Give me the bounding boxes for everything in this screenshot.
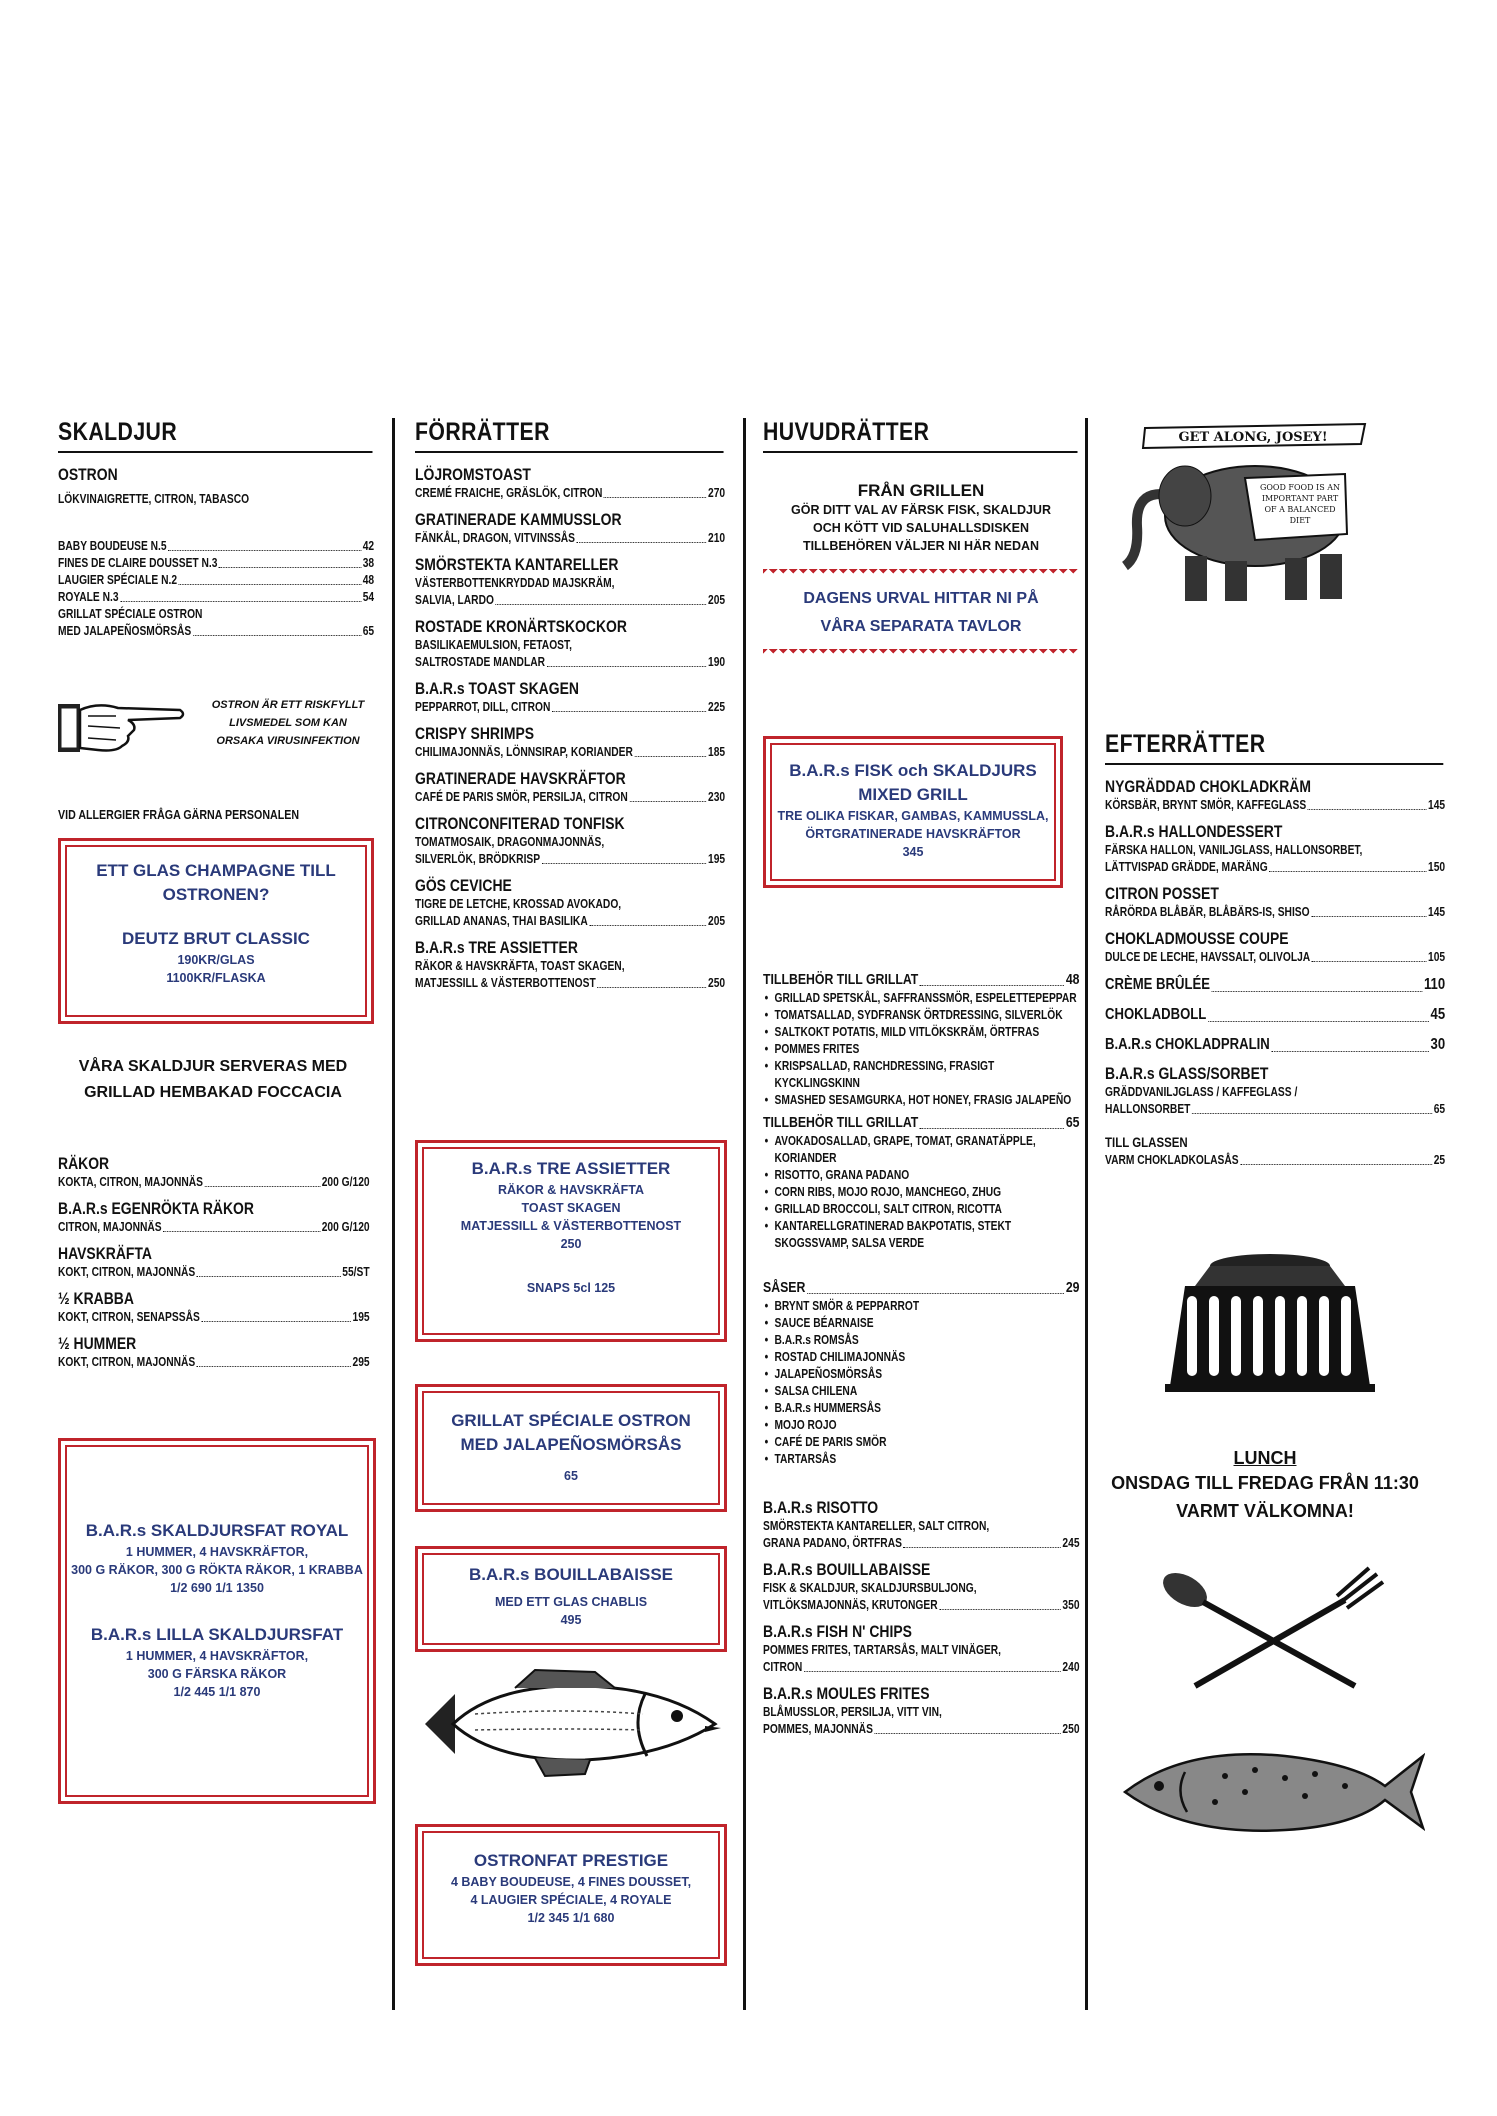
efterratter-column xyxy=(1105,418,1446,1521)
champagne-name: DEUTZ BRUT CLASSIC xyxy=(122,929,310,948)
grillat-ostron-title: GRILLAT SPÉCIALE OSTRON MED JALAPEÑOSMÖRSÅS xyxy=(451,1411,691,1454)
list-item: • SMASHED SESAMGURKA, HOT HONEY, FRASIG JALAPEÑO xyxy=(763,1092,1080,1109)
menu-item xyxy=(415,510,725,547)
sauces-list xyxy=(763,1298,1080,1468)
spoon-fork-illustration xyxy=(1155,1566,1395,1696)
item-name: B.A.R.s MOULES FRITES xyxy=(763,1684,930,1703)
foccacia-note: VÅRA SKALDJUR SERVERAS MED GRILLAD HEMBAKAD FOCCACIA xyxy=(78,1058,348,1101)
sides-header: TILLBEHÖR TILL GRILLAT 65 xyxy=(763,1114,1080,1131)
skaldjur-column xyxy=(58,418,375,1699)
item-row: KOKTA, CITRON, MAJONNÄS 200 G/120 xyxy=(58,1175,370,1189)
lilla-title: B.A.R.s LILLA SKALDJURSFAT xyxy=(90,1625,344,1644)
royal-price: 1/2 690 1/1 1350 xyxy=(170,1581,264,1595)
item-row: CITRON, MAJONNÄS 200 G/120 xyxy=(58,1220,370,1234)
item-name: SMÖRSTEKTA KANTARELLER xyxy=(415,555,619,574)
item-row: DULCE DE LECHE, HAVSSALT, OLIVOLJA 105 xyxy=(1105,950,1446,964)
list-item: • TARTARSÅS xyxy=(763,1451,1080,1468)
menu-item xyxy=(763,1622,1080,1676)
forratter-column xyxy=(415,418,726,1925)
oyster-row: MED JALAPEÑOSMÖRSÅS 65 xyxy=(58,624,375,638)
royal-desc: 1 HUMMER, 4 HAVSKRÄFTOR, xyxy=(125,1545,309,1559)
grill-desc: GÖR DITT VAL AV FÄRSK FISK, SKALDJUR xyxy=(791,503,1051,517)
list-item: • CAFÉ DE PARIS SMÖR xyxy=(763,1434,1080,1451)
item-row: LÄTTVISPAD GRÄDDE, MARÄNG 150 xyxy=(1105,860,1446,874)
item-name: B.A.R.s GLASS/SORBET xyxy=(1105,1064,1269,1083)
royal-title: B.A.R.s SKALDJURSFAT ROYAL xyxy=(85,1521,349,1540)
item-desc: BASILIKAEMULSION, FETAOST, xyxy=(415,638,572,652)
prestige-price: 1/2 345 1/1 680 xyxy=(527,1911,615,1925)
item-row: CITRON 240 xyxy=(763,1660,1080,1674)
sides-header: TILLBEHÖR TILL GRILLAT 48 xyxy=(763,971,1080,988)
prestige-box xyxy=(415,1824,727,1966)
oyster-list xyxy=(58,538,374,640)
item-row: KOKT, CITRON, SENAPSSÅS 195 xyxy=(58,1310,370,1324)
item-row: CHOKLADBOLL 45 xyxy=(1105,1006,1446,1023)
item-row: SALVIA, LARDO 205 xyxy=(415,593,726,607)
grillat-ostron-box xyxy=(415,1384,727,1512)
item-name: B.A.R.s EGENRÖKTA RÄKOR xyxy=(58,1199,254,1218)
lilla-desc: 1 HUMMER, 4 HAVSKRÄFTOR, xyxy=(125,1649,309,1663)
item-row: KOKT, CITRON, MAJONNÄS 295 xyxy=(58,1355,370,1369)
menu-item xyxy=(415,679,725,716)
item-row: CRÈME BRÛLÉE 110 xyxy=(1105,976,1446,993)
menu-item xyxy=(1105,777,1445,814)
huvudratter-column xyxy=(763,418,1080,1736)
tre-desc: MATJESSILL & VÄSTERBOTTENOST xyxy=(460,1219,682,1233)
item-row: GRILLAD ANANAS, THAI BASILIKA 205 xyxy=(415,914,726,928)
main-dishes-list xyxy=(763,1498,1080,1738)
item-name: B.A.R.s FISH N' CHIPS xyxy=(763,1622,912,1641)
oyster-row: BABY BOUDEUSE N.5 42 xyxy=(58,539,375,553)
item-name: GRATINERADE HAVSKRÄFTOR xyxy=(415,769,626,788)
list-item: • CORN RIBS, MOJO ROJO, MANCHEGO, ZHUG xyxy=(763,1184,1080,1201)
grill-desc: OCH KÖTT VID SALUHALLSDISKEN xyxy=(813,521,1029,535)
list-item: • RISOTTO, GRANA PADANO xyxy=(763,1167,1080,1184)
item-name: LÖJROMSTOAST xyxy=(415,465,531,484)
item-name: B.A.R.s BOUILLABAISSE xyxy=(763,1560,931,1579)
menu-item xyxy=(415,465,725,502)
champagne-title: ETT GLAS CHAMPAGNE TILL OSTRONEN? xyxy=(96,861,336,904)
item-row: KÖRSBÄR, BRYNT SMÖR, KAFFEGLASS 145 xyxy=(1105,798,1446,812)
menu-item xyxy=(763,1560,1080,1614)
royal-desc: 300 G RÄKOR, 300 G RÖKTA RÄKOR, 1 KRABBA xyxy=(71,1563,363,1577)
bouillabaisse-title: B.A.R.s BOUILLABAISSE xyxy=(468,1565,674,1584)
item-row: SALTROSTADE MANDLAR 190 xyxy=(415,655,726,669)
item-name: GÖS CEVICHE xyxy=(415,876,512,895)
item-row: CREMÉ FRAICHE, GRÄSLÖK, CITRON 270 xyxy=(415,486,726,500)
lunch-welcome: VARMT VÄLKOMNA! xyxy=(1176,1501,1354,1521)
item-name: GRATINERADE KAMMUSSLOR xyxy=(415,510,622,529)
menu-item xyxy=(1105,822,1445,876)
item-row: PEPPARROT, DILL, CITRON 225 xyxy=(415,700,726,714)
item-desc: BLÅMUSSLOR, PERSILJA, VITT VIN, xyxy=(763,1705,942,1719)
menu-item xyxy=(415,876,725,930)
menu-item xyxy=(1105,1034,1445,1056)
item-name: B.A.R.s HALLONDESSERT xyxy=(1105,822,1283,841)
bouillabaisse-box xyxy=(415,1546,727,1652)
royal-platter-box xyxy=(58,1438,376,1804)
menu-item xyxy=(1105,884,1445,921)
item-name: B.A.R.s TRE ASSIETTER xyxy=(415,938,578,957)
item-name: B.A.R.s RISOTTO xyxy=(763,1498,879,1517)
lilla-desc: 300 G FÄRSKA RÄKOR xyxy=(147,1667,287,1681)
tre-title: B.A.R.s TRE ASSIETTER xyxy=(471,1159,671,1178)
list-item: • POMMES FRITES xyxy=(763,1041,1080,1058)
elephant-blanket-text: GOOD FOOD IS AN IMPORTANT PART OF A BALANCED DIET xyxy=(1259,483,1341,525)
list-item: • GRILLAD BROCCOLI, SALT CITRON, RICOTTA xyxy=(763,1201,1080,1218)
column-divider xyxy=(743,418,746,2010)
item-row: GRANA PADANO, ÖRTFRAS 245 xyxy=(763,1536,1080,1550)
starter-list xyxy=(415,465,725,992)
grill-desc: TILLBEHÖREN VÄLJER NI HÄR NEDAN xyxy=(802,539,1040,553)
menu-item xyxy=(415,617,725,671)
item-row: HALLONSORBET 65 xyxy=(1105,1102,1446,1116)
prestige-desc: 4 LAUGIER SPÉCIALE, 4 ROYALE xyxy=(470,1893,672,1907)
tre-price: 250 xyxy=(560,1237,582,1251)
tre-assietter-box xyxy=(415,1140,727,1342)
oyster-row: LAUGIER SPÉCIALE N.2 48 xyxy=(58,573,375,587)
item-row: MATJESSILL & VÄSTERBOTTENOST 250 xyxy=(415,976,726,990)
section-title: FÖRRÄTTER xyxy=(415,418,723,453)
list-item: • JALAPEÑOSMÖRSÅS xyxy=(763,1366,1080,1383)
item-name: ½ HUMMER xyxy=(58,1334,137,1353)
menu-item xyxy=(763,1498,1080,1552)
item-desc: FÄRSKA HALLON, VANILJGLASS, HALLONSORBET, xyxy=(1105,843,1363,857)
item-row: CAFÉ DE PARIS SMÖR, PERSILJA, CITRON 230 xyxy=(415,790,726,804)
list-item: • MOJO ROJO xyxy=(763,1417,1080,1434)
item-name: HAVSKRÄFTA xyxy=(58,1244,152,1263)
list-item: • GRILLAD SPETSKÅL, SAFFRANSSMÖR, ESPELETTEPEPPAR xyxy=(763,990,1080,1007)
oyster-warning: OSTRON ÄR ETT RISKFYLLT LIVSMEDEL SOM KAN ORSAKA VIRUSINFEKTION xyxy=(211,699,365,747)
dessert-list xyxy=(1105,777,1445,1118)
list-item: • B.A.R.s HUMMERSÅS xyxy=(763,1400,1080,1417)
mixed-desc: TRE OLIKA FISKAR, GAMBAS, KAMMUSSLA, xyxy=(777,809,1049,823)
mixed-desc: ÖRTGRATINERADE HAVSKRÄFTOR xyxy=(805,827,1021,841)
list-item: • TOMATSALLAD, SYDFRANSK ÖRTDRESSING, SILVERLÖK xyxy=(763,1007,1080,1024)
champagne-box xyxy=(58,838,374,1024)
banner-text: GET ALONG, JOSEY! xyxy=(1178,430,1328,445)
item-row: CHILIMAJONNÄS, LÖNNSIRAP, KORIANDER 185 xyxy=(415,745,726,759)
lunch-title: LUNCH xyxy=(1233,1448,1297,1468)
list-item: • SALTKOKT POTATIS, MILD VITLÖKSKRÄM, ÖRTFRAS xyxy=(763,1024,1080,1041)
item-row: VITLÖKSMAJONNÄS, KRUTONGER 350 xyxy=(763,1598,1080,1612)
item-name: CRISPY SHRIMPS xyxy=(415,724,535,743)
item-desc: RÄKOR & HAVSKRÄFTA, TOAST SKAGEN, xyxy=(415,959,625,973)
item-row: RÅRÖRDA BLÅBÄR, BLÅBÄRS-IS, SHISO 145 xyxy=(1105,905,1446,919)
item-desc: SMÖRSTEKTA KANTARELLER, SALT CITRON, xyxy=(763,1519,990,1533)
item-desc: POMMES FRITES, TARTARSÅS, MALT VINÄGER, xyxy=(763,1643,1002,1657)
item-name: CHOKLADMOUSSE COUPE xyxy=(1105,929,1289,948)
oyster-row: FINES DE CLAIRE DOUSSET N.3 38 xyxy=(58,556,375,570)
item-desc: GRÄDDVANILJGLASS / KAFFEGLASS / xyxy=(1105,1085,1298,1099)
menu-item xyxy=(415,769,725,806)
section-title: SKALDJUR xyxy=(58,418,372,453)
prestige-title: OSTRONFAT PRESTIGE xyxy=(473,1851,669,1870)
item-row: VARM CHOKLADKOLASÅS 25 xyxy=(1105,1153,1446,1167)
item-desc: VÄSTERBOTTENKRYDDAD MAJSKRÄM, xyxy=(415,576,615,590)
mixed-title: B.A.R.s FISK och SKALDJURS xyxy=(789,761,1037,780)
menu-item xyxy=(763,1684,1080,1738)
list-item: • B.A.R.s ROMSÅS xyxy=(763,1332,1080,1349)
list-item: • SAUCE BÉARNAISE xyxy=(763,1315,1080,1332)
champagne-glass-price: 190KR/GLAS xyxy=(177,953,255,967)
bouillabaisse-price: 495 xyxy=(560,1613,582,1627)
item-name: TILL GLASSEN xyxy=(1105,1134,1188,1150)
menu-item xyxy=(1105,974,1445,996)
item-name: OSTRON xyxy=(58,465,118,484)
sauces-header: SÅSER 29 xyxy=(763,1279,1080,1296)
tre-desc: RÄKOR & HAVSKRÄFTA xyxy=(497,1183,645,1197)
snaps-price: SNAPS 5cl 125 xyxy=(526,1281,616,1295)
column-divider xyxy=(392,418,395,2010)
list-item: • KRISPSALLAD, RANCHDRESSING, FRASIGT KYCKLINGSKINN xyxy=(763,1058,1080,1092)
item-desc: LÖKVINAIGRETTE, CITRON, TABASCO xyxy=(58,492,250,506)
item-row: KOKT, CITRON, MAJONNÄS 55/ST xyxy=(58,1265,370,1279)
cake-mold-illustration xyxy=(1155,1246,1385,1396)
menu-item xyxy=(1105,1004,1445,1026)
item-row: POMMES, MAJONNÄS 250 xyxy=(763,1722,1080,1736)
list-item: • AVOKADOSALLAD, GRAPE, TOMAT, GRANATÄPPLE, KORIANDER xyxy=(763,1133,1080,1167)
item-row: SILVERLÖK, BRÖDKRISP 195 xyxy=(415,852,726,866)
grill-title: FRÅN GRILLEN xyxy=(857,481,985,500)
list-item: • SALSA CHILENA xyxy=(763,1383,1080,1400)
tre-desc: TOAST SKAGEN xyxy=(521,1201,621,1215)
bouillabaisse-desc: MED ETT GLAS CHABLIS xyxy=(494,1595,648,1609)
item-desc: TIGRE DE LETCHE, KROSSAD AVOKADO, xyxy=(415,897,622,911)
column-divider xyxy=(1085,418,1088,2010)
item-desc: FISK & SKALDJUR, SKALDJURSBULJONG, xyxy=(763,1581,977,1595)
list-item: • ROSTAD CHILIMAJONNÄS xyxy=(763,1349,1080,1366)
zigzag-divider xyxy=(763,649,1079,657)
menu-item xyxy=(415,938,725,992)
item-name: ROSTADE KRONÄRTSKOCKOR xyxy=(415,617,627,636)
trout-illustration xyxy=(1105,1736,1425,1846)
lilla-price: 1/2 445 1/1 870 xyxy=(173,1685,261,1699)
mixed-title: MIXED GRILL xyxy=(858,785,968,804)
menu-item xyxy=(415,555,725,609)
sides-list xyxy=(763,1133,1080,1252)
item-name: RÄKOR xyxy=(58,1154,110,1173)
item-row: B.A.R.s CHOKLADPRALIN 30 xyxy=(1105,1036,1446,1053)
pointing-hand-icon xyxy=(58,696,188,758)
champagne-bottle-price: 1100KR/FLASKA xyxy=(166,971,266,985)
section-title: EFTERRÄTTER xyxy=(1105,730,1443,765)
item-desc: TOMATMOSAIK, DRAGONMAJONNÄS, xyxy=(415,835,605,849)
elephant-illustration xyxy=(1115,416,1385,616)
dagens-note: DAGENS URVAL HITTAR NI PÅ VÅRA SEPARATA TAVLOR xyxy=(803,590,1039,635)
item-row: FÄNKÅL, DRAGON, VITVINSSÅS 210 xyxy=(415,531,726,545)
lunch-hours: ONSDAG TILL FREDAG FRÅN 11:30 xyxy=(1111,1473,1419,1493)
item-name: B.A.R.s TOAST SKAGEN xyxy=(415,679,579,698)
mixed-grill-box xyxy=(763,736,1063,888)
mixed-price: 345 xyxy=(902,845,924,859)
menu-item xyxy=(415,724,725,761)
menu-item xyxy=(415,814,725,868)
oyster-row: ROYALE N.3 54 xyxy=(58,590,375,604)
menu-item xyxy=(1105,929,1445,966)
list-item: • KANTARELLGRATINERAD BAKPOTATIS, STEKT SKOGSSVAMP, SALSA VERDE xyxy=(763,1218,1080,1252)
item-name: ½ KRABBA xyxy=(58,1289,134,1308)
item-name: NYGRÄDDAD CHOKLADKRÄM xyxy=(1105,777,1311,796)
fish-illustration xyxy=(415,1664,735,1784)
item-name: CITRONCONFITERAD TONFISK xyxy=(415,814,625,833)
zigzag-divider xyxy=(763,569,1079,577)
prestige-desc: 4 BABY BOUDEUSE, 4 FINES DOUSSET, xyxy=(450,1875,692,1889)
sides-list xyxy=(763,990,1080,1109)
list-item: • BRYNT SMÖR & PEPPARROT xyxy=(763,1298,1080,1315)
item-name: CITRON POSSET xyxy=(1105,884,1219,903)
grillat-ostron-price: 65 xyxy=(564,1469,578,1483)
item-name: GRILLAT SPÉCIALE OSTRON xyxy=(58,607,203,621)
menu-item xyxy=(1105,1064,1445,1118)
allergy-note: VID ALLERGIER FRÅGA GÄRNA PERSONALEN xyxy=(58,807,300,822)
section-title: HUVUDRÄTTER xyxy=(763,418,1077,453)
